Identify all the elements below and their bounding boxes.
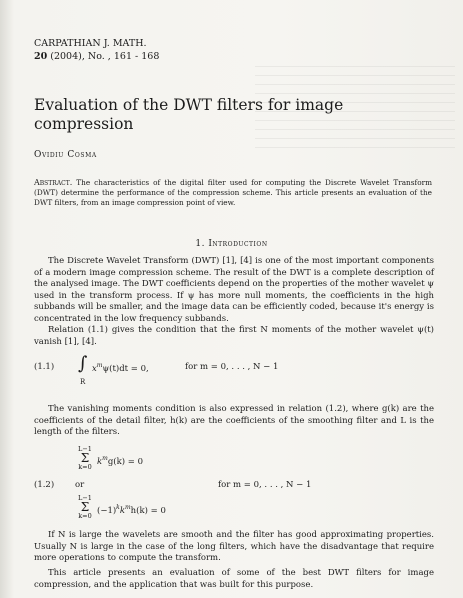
journal-volume-line xyxy=(34,50,159,63)
integral-sign: ∫ xyxy=(78,353,88,374)
intro-paragraph-1: The Discrete Wavelet Transform (DWT) [1], [4] is one of the most important components of a modern image compression scheme. The result of the DWT is a complete description of the analysed image. The DWT coefficients depend on the properties of the mother wavelet ψ used in the transform process. If ψ has more null moments, the coefficients in the high subbands will be smaller, and the image data can be efficiently coded, because it's energy is concentrated in the low frequency subbands. xyxy=(34,256,434,324)
intro-paragraph-2: Relation (1.1) gives the condition that the first N moments of the mother wavelet ψ(t) vanish [1], [4]. xyxy=(34,325,434,347)
eq1-expression: $x^m\psi(t)dt = 0$, xyxy=(92,362,149,374)
abstract-text: The characteristics of the digital filter used for computing the Discrete Wavelet Transform (DWT) determine the performance of the compression scheme. This article presents an evaluation of the DWT filters, from an image compression point of view. xyxy=(34,178,432,208)
eq2-line1: $k^mg(k) = 0$ xyxy=(97,455,144,467)
eq1-condition: for m = 0, . . . , N − 1 xyxy=(185,362,279,372)
journal-name: CARPATHIAN J. MATH. xyxy=(34,38,147,49)
eq1-subscript: R xyxy=(80,378,86,386)
eq2-or: or xyxy=(75,480,85,490)
eq2-line2: $(-1)^kk^mh(k) = 0$ xyxy=(97,504,166,516)
eq2-condition: for m = 0, . . . , N − 1 xyxy=(218,480,312,490)
journal-header xyxy=(34,37,159,63)
abstract-label: Abstract. xyxy=(34,178,73,187)
paper-title: Evaluation of the DWT filters for image compression xyxy=(34,96,344,133)
paper-author: Ovidiu Cosma xyxy=(34,150,97,160)
intro-paragraph-5: This article presents an evaluation of some of the best DWT filters for image compression, and the application that was built for this purpose. xyxy=(34,568,434,590)
intro-paragraph-4: If N is large the wavelets are smooth and the filter has good approximating properties. Usually N is large in the case of the long filters, which have the disadvantage that require more operations to compute the transform. xyxy=(34,530,434,564)
eq2-number: (1.2) xyxy=(34,480,55,490)
sum-1: L−1 Σ k=0 xyxy=(78,445,92,471)
section-heading: 1. Introduction xyxy=(195,239,268,249)
intro-paragraph-3: The vanishing moments condition is also expressed in relation (1.2), where g(k) are the coefficients of the detail filter, h(k) are the coefficients of the smoothing filter and L is the length of the filters. xyxy=(34,404,434,438)
eq1-number: (1.1) xyxy=(34,362,55,372)
abstract xyxy=(34,178,432,209)
sum-2: L−1 Σ k=0 xyxy=(78,494,92,520)
journal-volume: 20 xyxy=(34,51,48,62)
journal-issue: (2004), No. , xyxy=(50,51,111,62)
journal-pages: 161 - 168 xyxy=(113,51,160,62)
